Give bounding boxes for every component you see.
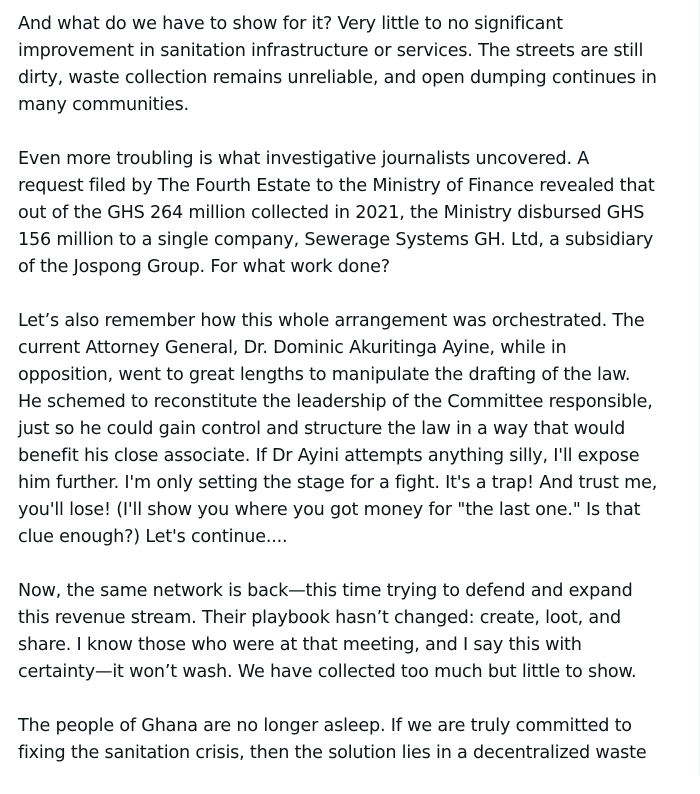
post-paragraph: Even more troubling is what investigative journalists uncovered. A request filed by The Fourth Estate to the Ministry of Finance revealed that out of the GHS 264 million collected in 2021, the Ministry disbursed GHS 156 million to a single company, Sewerage Systems GH. Ltd, a subsidiary of the Jospong Group. For what work done? [18, 149, 655, 277]
post-paragraph: The people of Ghana are no longer asleep. If we are truly committed to fixing the sanitation crisis, then the solution lies in a decentralized waste [18, 716, 647, 763]
post-paragraph: Let’s also remember how this whole arrangement was orchestrated. The current Attorney General, Dr. Dominic Akuritinga Ayine, while in opposition, went to great lengths to manipulate the drafting of the law. He schemed to reconstitute the leadership of the Committee responsible, just so he could gain control and structure the law in a way that would benefit his close associate. If Dr Ayini attempts anything silly, I'll expose him further. I'm only setting the stage for a fight. It's a trap! And trust me, you'll lose! (I'll show you where you got money for "the last one." Is that clue enough?) Let's continue.... [18, 311, 658, 547]
post-body [18, 11, 658, 794]
post-paragraph: And what do we have to show for it? Very little to no significant improvement in sanitation infrastructure or services. The streets are still dirty, waste collection remains unreliable, and open dumping continues in many communities. [18, 14, 657, 115]
post-paragraph: Now, the same network is back—this time trying to defend and expand this revenue stream. Their playbook hasn’t changed: create, loot, and share. I know those who were at that meeting, and I say this with certainty—it won’t wash. We have collected too much but little to show. [18, 581, 637, 682]
